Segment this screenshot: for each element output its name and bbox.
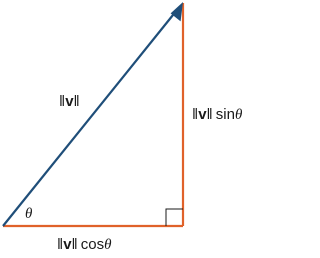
angle-theta-label: θ	[25, 206, 33, 222]
right-angle-marker	[166, 209, 183, 226]
norm-bar-left: ‖	[57, 236, 64, 253]
vector-v	[3, 10, 177, 226]
cos-function: cos	[80, 236, 105, 253]
norm-bar-left: ‖	[59, 93, 66, 110]
sin-function: sin	[215, 106, 235, 123]
horizontal-leg-label	[57, 236, 112, 253]
vector-symbol: v	[65, 93, 74, 110]
norm-bar-right: ‖	[73, 93, 80, 110]
theta-symbol: θ	[104, 237, 112, 253]
vector-symbol: v	[63, 236, 72, 253]
vector-arrowhead	[171, 2, 183, 21]
hypotenuse-label	[59, 93, 80, 110]
vertical-leg-label	[192, 106, 243, 123]
vector-symbol: v	[198, 106, 207, 123]
norm-bar-left: ‖	[192, 106, 199, 123]
norm-bar-right: ‖	[71, 236, 78, 253]
norm-bar-right: ‖	[206, 106, 213, 123]
theta-symbol: θ	[234, 107, 243, 123]
